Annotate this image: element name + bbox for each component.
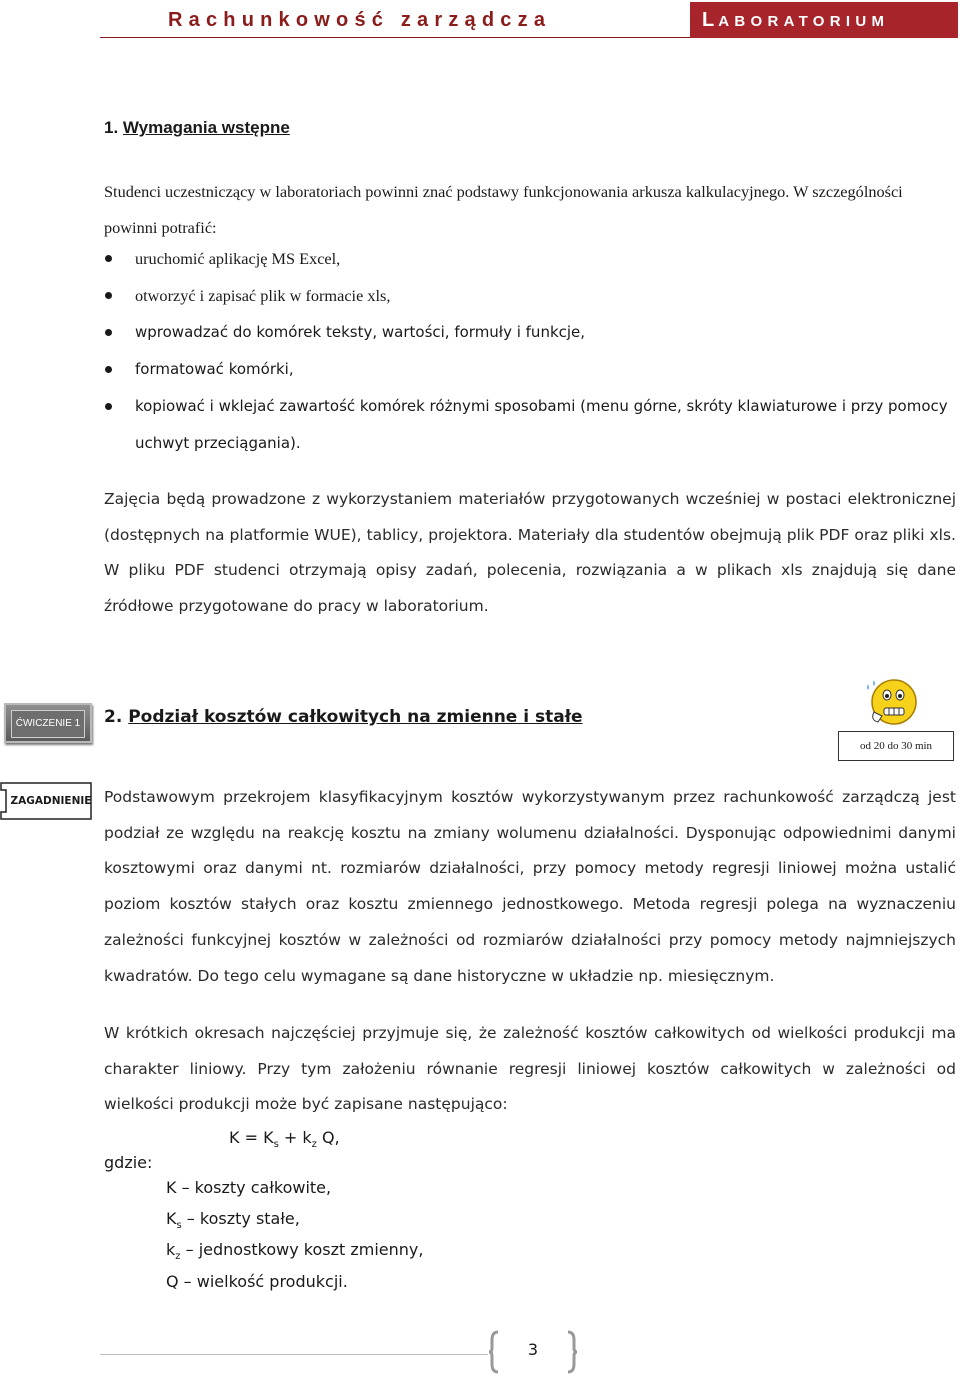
page-number: 3 bbox=[527, 1340, 539, 1359]
definition-item bbox=[166, 1270, 423, 1301]
document-title: Rachunkowość zarządcza bbox=[168, 9, 552, 31]
section-2-title: Podział kosztów całkowitych na zmienne i stałe bbox=[128, 707, 583, 727]
section-1-heading bbox=[104, 118, 290, 138]
list-item: kopiować i wklejać zawartość komórek różnymi sposobami (menu górne, skróty klawiaturowe i przy pomocy uchwyt przeciągania). bbox=[104, 388, 954, 462]
skills-list bbox=[104, 240, 954, 462]
definition-text: – koszty całkowite, bbox=[176, 1178, 332, 1197]
section-1-number: 1. bbox=[104, 118, 119, 137]
definition-text: – jednostkowy koszt zmienny, bbox=[180, 1240, 424, 1260]
section-1-intro: Studenci uczestniczący w laboratoriach powinni znać podstawy funkcjonowania arkusza kalkulacyjnego. W szczególności powinni potrafić: bbox=[104, 182, 903, 237]
section-2-paragraph-2: W krótkich okresach najczęściej przyjmuje się, że zależność kosztów całkowitych od wielkości produkcji ma charakter liniowy. Przy tym założeniu równanie regresji liniowej kosztów całkowitych w zależności od wielkości produkcji może być zapisane następująco: bbox=[104, 1024, 956, 1114]
formula-subscript: z bbox=[311, 1139, 317, 1151]
where-label: gdzie: bbox=[104, 1153, 153, 1172]
section-2-paragraph-1: Podstawowym przekrojem klasyfikacyjnym kosztów wykorzystywanym przez rachunkowość zarządczą jest podział ze względu na reakcję kosztu na zmiany wolumenu działalności. Dysponując odpowiednimi danymi kosztowymi oraz danymi nt. rozmiarów działalności, przy pomocy metody regresji liniowej można ustalić poziom kosztów stałych oraz kosztu zmiennego jednostkowego. Metoda regresji polega na wyznaczeniu zależności funkcyjnej kosztów w zależności od rozmiarów działalności przy pomocy metody najmniejszych kwadratów. Do tego celu wymagane są dane historyczne w układzie np. miesięcznym. bbox=[104, 788, 956, 985]
exercise-badge-label: ĆWICZENIE 1 bbox=[11, 710, 85, 738]
page-number-box bbox=[488, 1330, 578, 1374]
banner-initial: L bbox=[702, 9, 719, 31]
definition-item bbox=[166, 1207, 423, 1238]
list-item: wprowadzać do komórek teksty, wartości, formuły i funkcje, bbox=[104, 314, 954, 351]
exercise-badge bbox=[4, 703, 92, 743]
banner-text: ABORATORIUM bbox=[718, 13, 890, 30]
list-item: otworzyć i zapisać plik w formacie xls, bbox=[104, 277, 954, 314]
formula-part: Q, bbox=[316, 1128, 340, 1147]
section-1-title: Wymagania wstępne bbox=[122, 118, 290, 137]
regression-formula bbox=[229, 1128, 340, 1150]
list-item: uruchomić aplikację MS Excel, bbox=[104, 240, 954, 277]
footer-rule bbox=[100, 1354, 488, 1355]
topic-tag bbox=[0, 782, 92, 820]
definition-symbol: K bbox=[166, 1209, 177, 1229]
section-2-heading bbox=[104, 707, 583, 727]
definition-symbol: k bbox=[166, 1240, 176, 1260]
variable-definitions bbox=[166, 1176, 423, 1301]
definition-text: – wielkość produkcji. bbox=[178, 1271, 348, 1291]
time-estimate-badge: od 20 do 30 min bbox=[838, 731, 954, 761]
section-2-number: 2. bbox=[104, 707, 123, 727]
definition-subscript: z bbox=[175, 1251, 181, 1263]
definition-subscript: s bbox=[176, 1220, 182, 1232]
laboratorium-banner bbox=[690, 2, 958, 38]
definition-item bbox=[166, 1238, 423, 1269]
list-item: formatować komórki, bbox=[104, 351, 954, 388]
header-rule bbox=[100, 37, 690, 38]
section-1-paragraph: Zajęcia będą prowadzone z wykorzystaniem materiałów przygotowanych wcześniej w postaci elektronicznej (dostępnych na platformie WUE), tablicy, projektora. Materiały dla studentów obejmują plik PDF oraz pliki xls. W pliku PDF studenci otrzymają opisy zadań, polecenia, rozwiązania a w plikach xls znajdują się dane źródłowe przygotowane do pracy w laboratorium. bbox=[104, 490, 956, 616]
worried-smiley-icon bbox=[860, 676, 920, 736]
definition-text: – koszty stałe, bbox=[181, 1209, 300, 1229]
formula-part: K = K bbox=[229, 1128, 274, 1147]
formula-subscript: s bbox=[273, 1139, 279, 1151]
topic-tag-label: ZAGADNIENIE bbox=[10, 795, 92, 807]
formula-part: + k bbox=[278, 1128, 312, 1147]
definition-symbol: K bbox=[166, 1178, 177, 1197]
definition-symbol: Q bbox=[166, 1271, 179, 1291]
definition-item bbox=[166, 1176, 423, 1207]
